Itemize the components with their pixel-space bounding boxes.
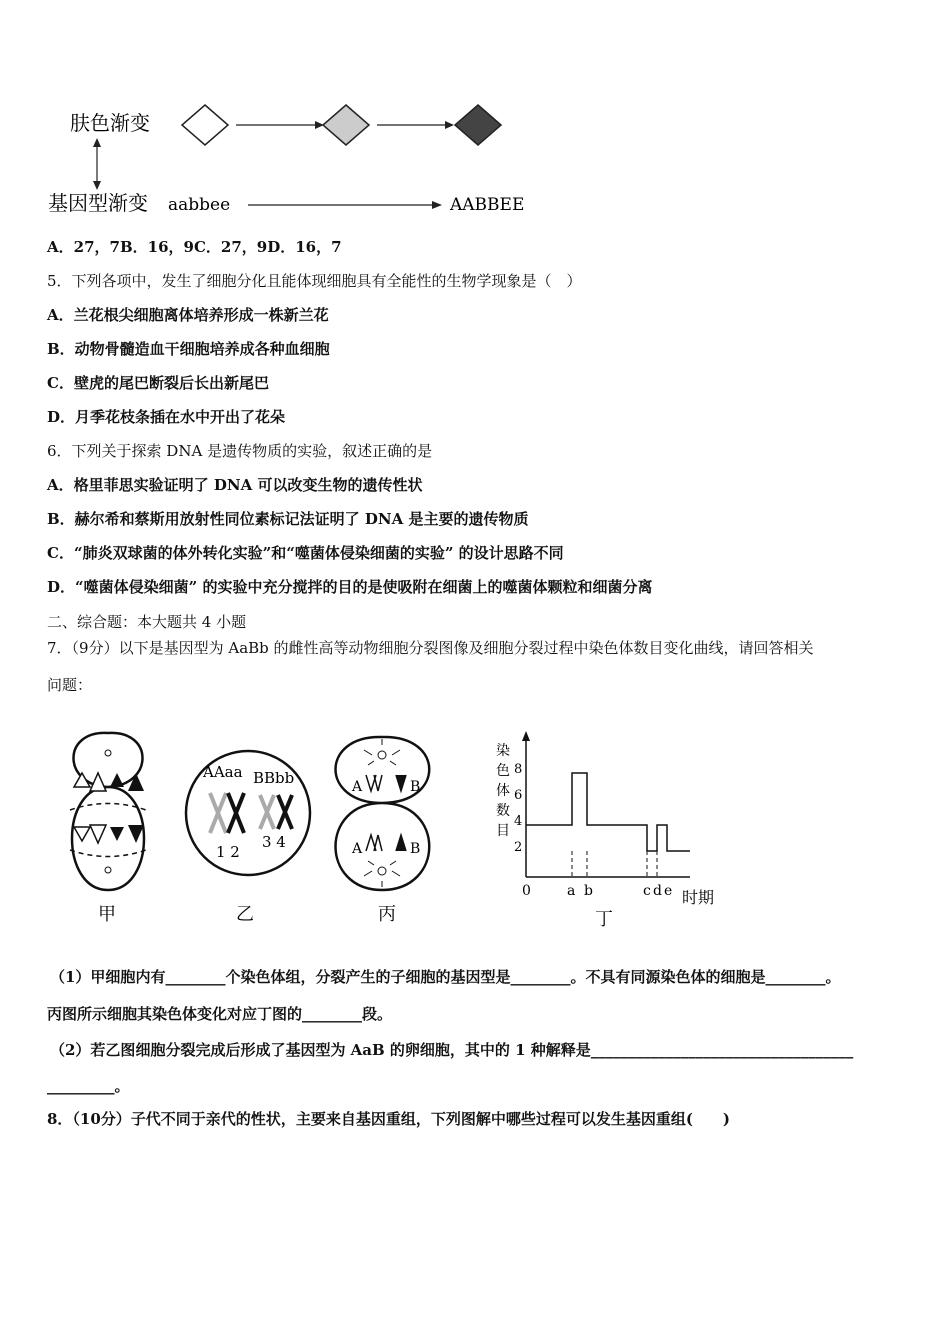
- cell-yi-numbers-34: 3 4: [262, 833, 286, 851]
- chart-ding-label: 丁: [595, 909, 613, 930]
- diamond-white: [182, 105, 228, 145]
- cell-jia-label: 甲: [98, 904, 116, 925]
- x-axis-label: 时期: [682, 888, 715, 907]
- skin-color-figure: [40, 95, 560, 220]
- q5-stem: 5．下列各项中，发生了细胞分化且能体现细胞具有全能性的生物学现象是（ ）: [47, 272, 582, 290]
- cell-bing-top-left: A: [352, 779, 363, 795]
- q7-stem-line2: 问题：: [47, 676, 93, 694]
- cell-yi-alleles-b: BBbb: [253, 769, 295, 787]
- cell-bing-bottom-right: B: [410, 841, 421, 857]
- q6-option-c: C．“肺炎双球菌的体外转化实验”和“噬菌体侵染细菌的实验” 的设计思路不同: [47, 544, 564, 562]
- q7-sub2-line1: （2）若乙图细胞分裂完成后形成了基因型为 AaB 的卵细胞，其中的 1 种解释是___________________________________: [50, 1041, 854, 1059]
- cell-bing-label: 丙: [378, 904, 396, 925]
- skin-label: 肤色渐变: [70, 111, 150, 135]
- genotype-label: 基因型渐变: [48, 191, 148, 215]
- q7-sub2-line2: _________。: [47, 1077, 130, 1095]
- x-tick-a: a: [567, 883, 576, 899]
- diamond-gray: [323, 105, 369, 145]
- y-tick-8: 8: [514, 762, 523, 777]
- q5-option-d: D．月季花枝条插在水中开出了花朵: [47, 408, 286, 426]
- chromosome-count-line: [526, 773, 690, 851]
- q5-option-a: A．兰花根尖细胞离体培养形成一株新兰花: [47, 306, 329, 324]
- x-tick-b: b: [584, 883, 593, 899]
- cell-jia: [70, 733, 146, 925]
- section-2-title: 二、综合题：本大题共 4 小题: [47, 613, 247, 631]
- q5-option-c: C．壁虎的尾巴断裂后长出新尾巴: [47, 374, 269, 392]
- y-label-1: 色: [496, 763, 510, 779]
- cell-yi-alleles-a: AAaa: [203, 763, 243, 781]
- y-tick-6: 6: [514, 788, 523, 803]
- q5-option-b: B．动物骨髓造血干细胞培养成各种血细胞: [47, 340, 330, 358]
- cell-yi-numbers-12: 1 2: [216, 843, 240, 861]
- x-tick-d: d: [653, 883, 662, 899]
- q7-sub1-line2: 丙图所示细胞其染色体变化对应丁图的________段。: [47, 1005, 393, 1023]
- q7-sub1-line1: （1）甲细胞内有________个染色体组，分裂产生的子细胞的基因型是________。不具有同源染色体的细胞是________。: [50, 968, 841, 986]
- start-genotype: aabbee: [168, 195, 231, 215]
- q8-stem: 8．（10分）子代不同于亲代的性状，主要来自基因重组，下列图解中哪些过程可以发生基因重组( ): [47, 1110, 731, 1128]
- q6-option-d: D．“噬菌体侵染细菌” 的实验中充分搅拌的目的是使吸附在细菌上的噬菌体颗粒和细菌分离: [47, 578, 653, 596]
- chart-ding: [496, 731, 714, 930]
- cell-division-figure: [50, 725, 730, 935]
- q4-options: A．27，7B．16，9C．27，9D．16，7: [47, 238, 342, 256]
- q6-option-a: A．格里菲思实验证明了 DNA 可以改变生物的遗传性状: [47, 476, 423, 494]
- q6-stem: 6．下列关于探索 DNA 是遗传物质的实验，叙述正确的是: [47, 442, 433, 460]
- q7-stem-line1: 7．（9分）以下是基因型为 AaBb 的雌性高等动物细胞分裂图像及细胞分裂过程中染色体数目变化曲线，请回答相关: [47, 639, 814, 657]
- cell-bing-top-right: B: [410, 779, 421, 795]
- y-label-2: 体: [496, 783, 510, 799]
- cell-yi: [186, 751, 310, 925]
- x-tick-c: c: [643, 883, 651, 899]
- x-tick-e: e: [664, 883, 673, 899]
- cell-yi-label: 乙: [236, 904, 254, 925]
- y-tick-4: 4: [514, 814, 523, 829]
- end-genotype: AABBEE: [450, 195, 525, 215]
- cell-bing-bottom-left: A: [352, 841, 363, 857]
- diamond-dark: [455, 105, 501, 145]
- y-label-4: 目: [496, 823, 510, 839]
- y-label-3: 数: [496, 803, 510, 819]
- cell-bing: [336, 737, 430, 925]
- y-tick-2: 2: [514, 840, 523, 855]
- origin-label: 0: [522, 883, 531, 899]
- y-label-0: 染: [496, 743, 510, 759]
- q6-option-b: B．赫尔希和蔡斯用放射性同位素标记法证明了 DNA 是主要的遗传物质: [47, 510, 529, 528]
